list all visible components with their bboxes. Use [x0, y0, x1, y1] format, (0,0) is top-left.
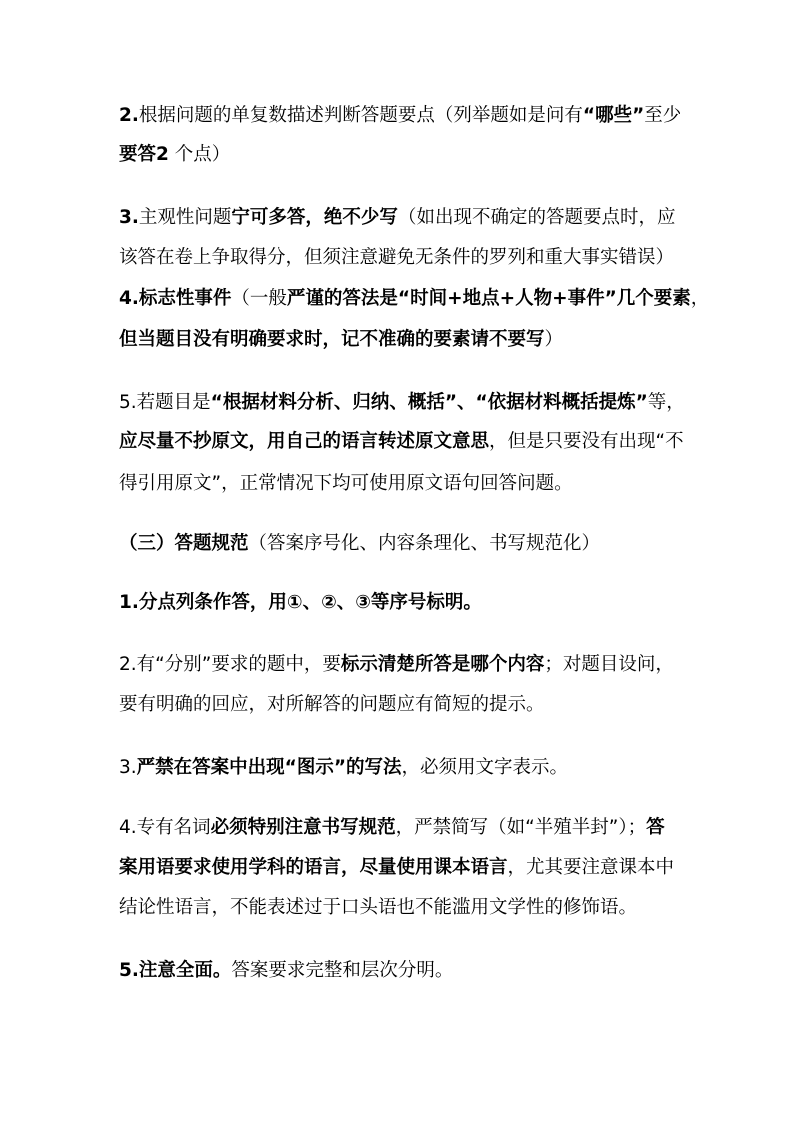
- bold-text: 严谨的答法是“时间+地点+人物+事件”几个要素: [286, 288, 691, 309]
- bold-text: 2: [156, 144, 169, 165]
- text-run: 2.有“分别”要求的题: [119, 654, 286, 675]
- text-run: 结论性语言，不能表述过于口头语也不能滥用文学性的修饰语。: [119, 897, 638, 918]
- text-run: （如出现不确定的答题要点时，应: [397, 207, 676, 228]
- text-line: [119, 856, 689, 880]
- text-run: ，: [690, 288, 710, 309]
- text-line: [119, 896, 689, 920]
- text-line: [119, 591, 689, 615]
- text-run: 至少: [644, 105, 682, 126]
- text-run: 等，: [647, 392, 685, 413]
- text-run: 答案要求完整和层次分明。: [231, 960, 454, 981]
- text-run: ，严禁简写（如“半殖半封”）；: [395, 817, 647, 838]
- text-run: 根据问题的单复数描述判断答题要点（列举题如是问有: [138, 105, 583, 126]
- text-run: 中，要: [285, 654, 341, 675]
- text-line: [119, 287, 710, 311]
- text-run: 个点）: [168, 144, 231, 165]
- text-line: [119, 391, 689, 415]
- text-run: 要有明确的回应，对所解答的问题应有简短的提示。: [119, 694, 545, 715]
- text-line: [119, 756, 689, 780]
- text-line: [119, 246, 689, 270]
- bold-text: 5.注意全面。: [119, 960, 232, 981]
- text-run: 3.: [119, 757, 137, 778]
- text-line: [119, 653, 689, 677]
- text-run: 5.若题目是: [119, 392, 211, 413]
- bold-text: 案用语要求使用学科的语言，尽量使用课本语言: [119, 857, 508, 878]
- text-line: [119, 532, 689, 556]
- text-run: ）: [544, 329, 564, 350]
- text-run: ，但是只要没有出现“不: [489, 431, 684, 452]
- bold-text: 3.: [119, 207, 139, 228]
- text-run: ，必须用文字表示。: [401, 757, 568, 778]
- text-line: [119, 328, 689, 352]
- bold-text: （三）答题规范: [119, 533, 249, 554]
- bold-text: 严禁在答案中出现“图示”的写法: [136, 757, 402, 778]
- bold-text: 应尽量不抄原文，用自己的语言转述原文意思: [119, 431, 490, 452]
- bold-text: “根据材料分析、归纳、概括”、“依据材料概括提炼”: [210, 392, 648, 413]
- text-line: [119, 143, 689, 167]
- text-line: [119, 959, 689, 983]
- text-run: 4.专有名词: [119, 817, 211, 838]
- text-run: （一般: [231, 288, 287, 309]
- bold-text: 宁可多答，绝不少写: [231, 207, 398, 228]
- bold-text: 但当题目没有明确要求时，记不准确的要素请不要写: [119, 329, 545, 350]
- text-run: （答案序号化、内容条理化、书写规范化）: [248, 533, 601, 554]
- bold-text: 答: [646, 817, 665, 838]
- text-line: [119, 430, 689, 454]
- text-line: [119, 206, 689, 230]
- text-run: ，尤其要注意课本中: [507, 857, 675, 878]
- bold-text: “哪些”: [582, 105, 645, 126]
- bold-text: 1.分点列条作答，用①、②、③等序号标明。: [119, 592, 482, 613]
- bold-text: 4.标志性事件: [119, 288, 232, 309]
- bold-text: 必须特别注意书写规范: [210, 817, 396, 838]
- text-run: 主观性问题: [138, 207, 232, 228]
- text-run: 该答在卷上争取得分，但须注意避免无条件的罗列和重大事实错误）: [119, 247, 675, 268]
- bold-text: 要答: [119, 144, 157, 165]
- bold-text: 标示清楚所答是哪个内容: [340, 654, 545, 675]
- text-line: [119, 472, 689, 496]
- text-line: [119, 816, 689, 840]
- text-line: [119, 693, 689, 717]
- text-run: ；对题目设问，: [544, 654, 674, 675]
- text-run: 得引用原文”，正常情况下均可使用原文语句回答问题。: [119, 473, 573, 494]
- bold-text: 2.: [119, 105, 139, 126]
- text-line: [119, 104, 689, 128]
